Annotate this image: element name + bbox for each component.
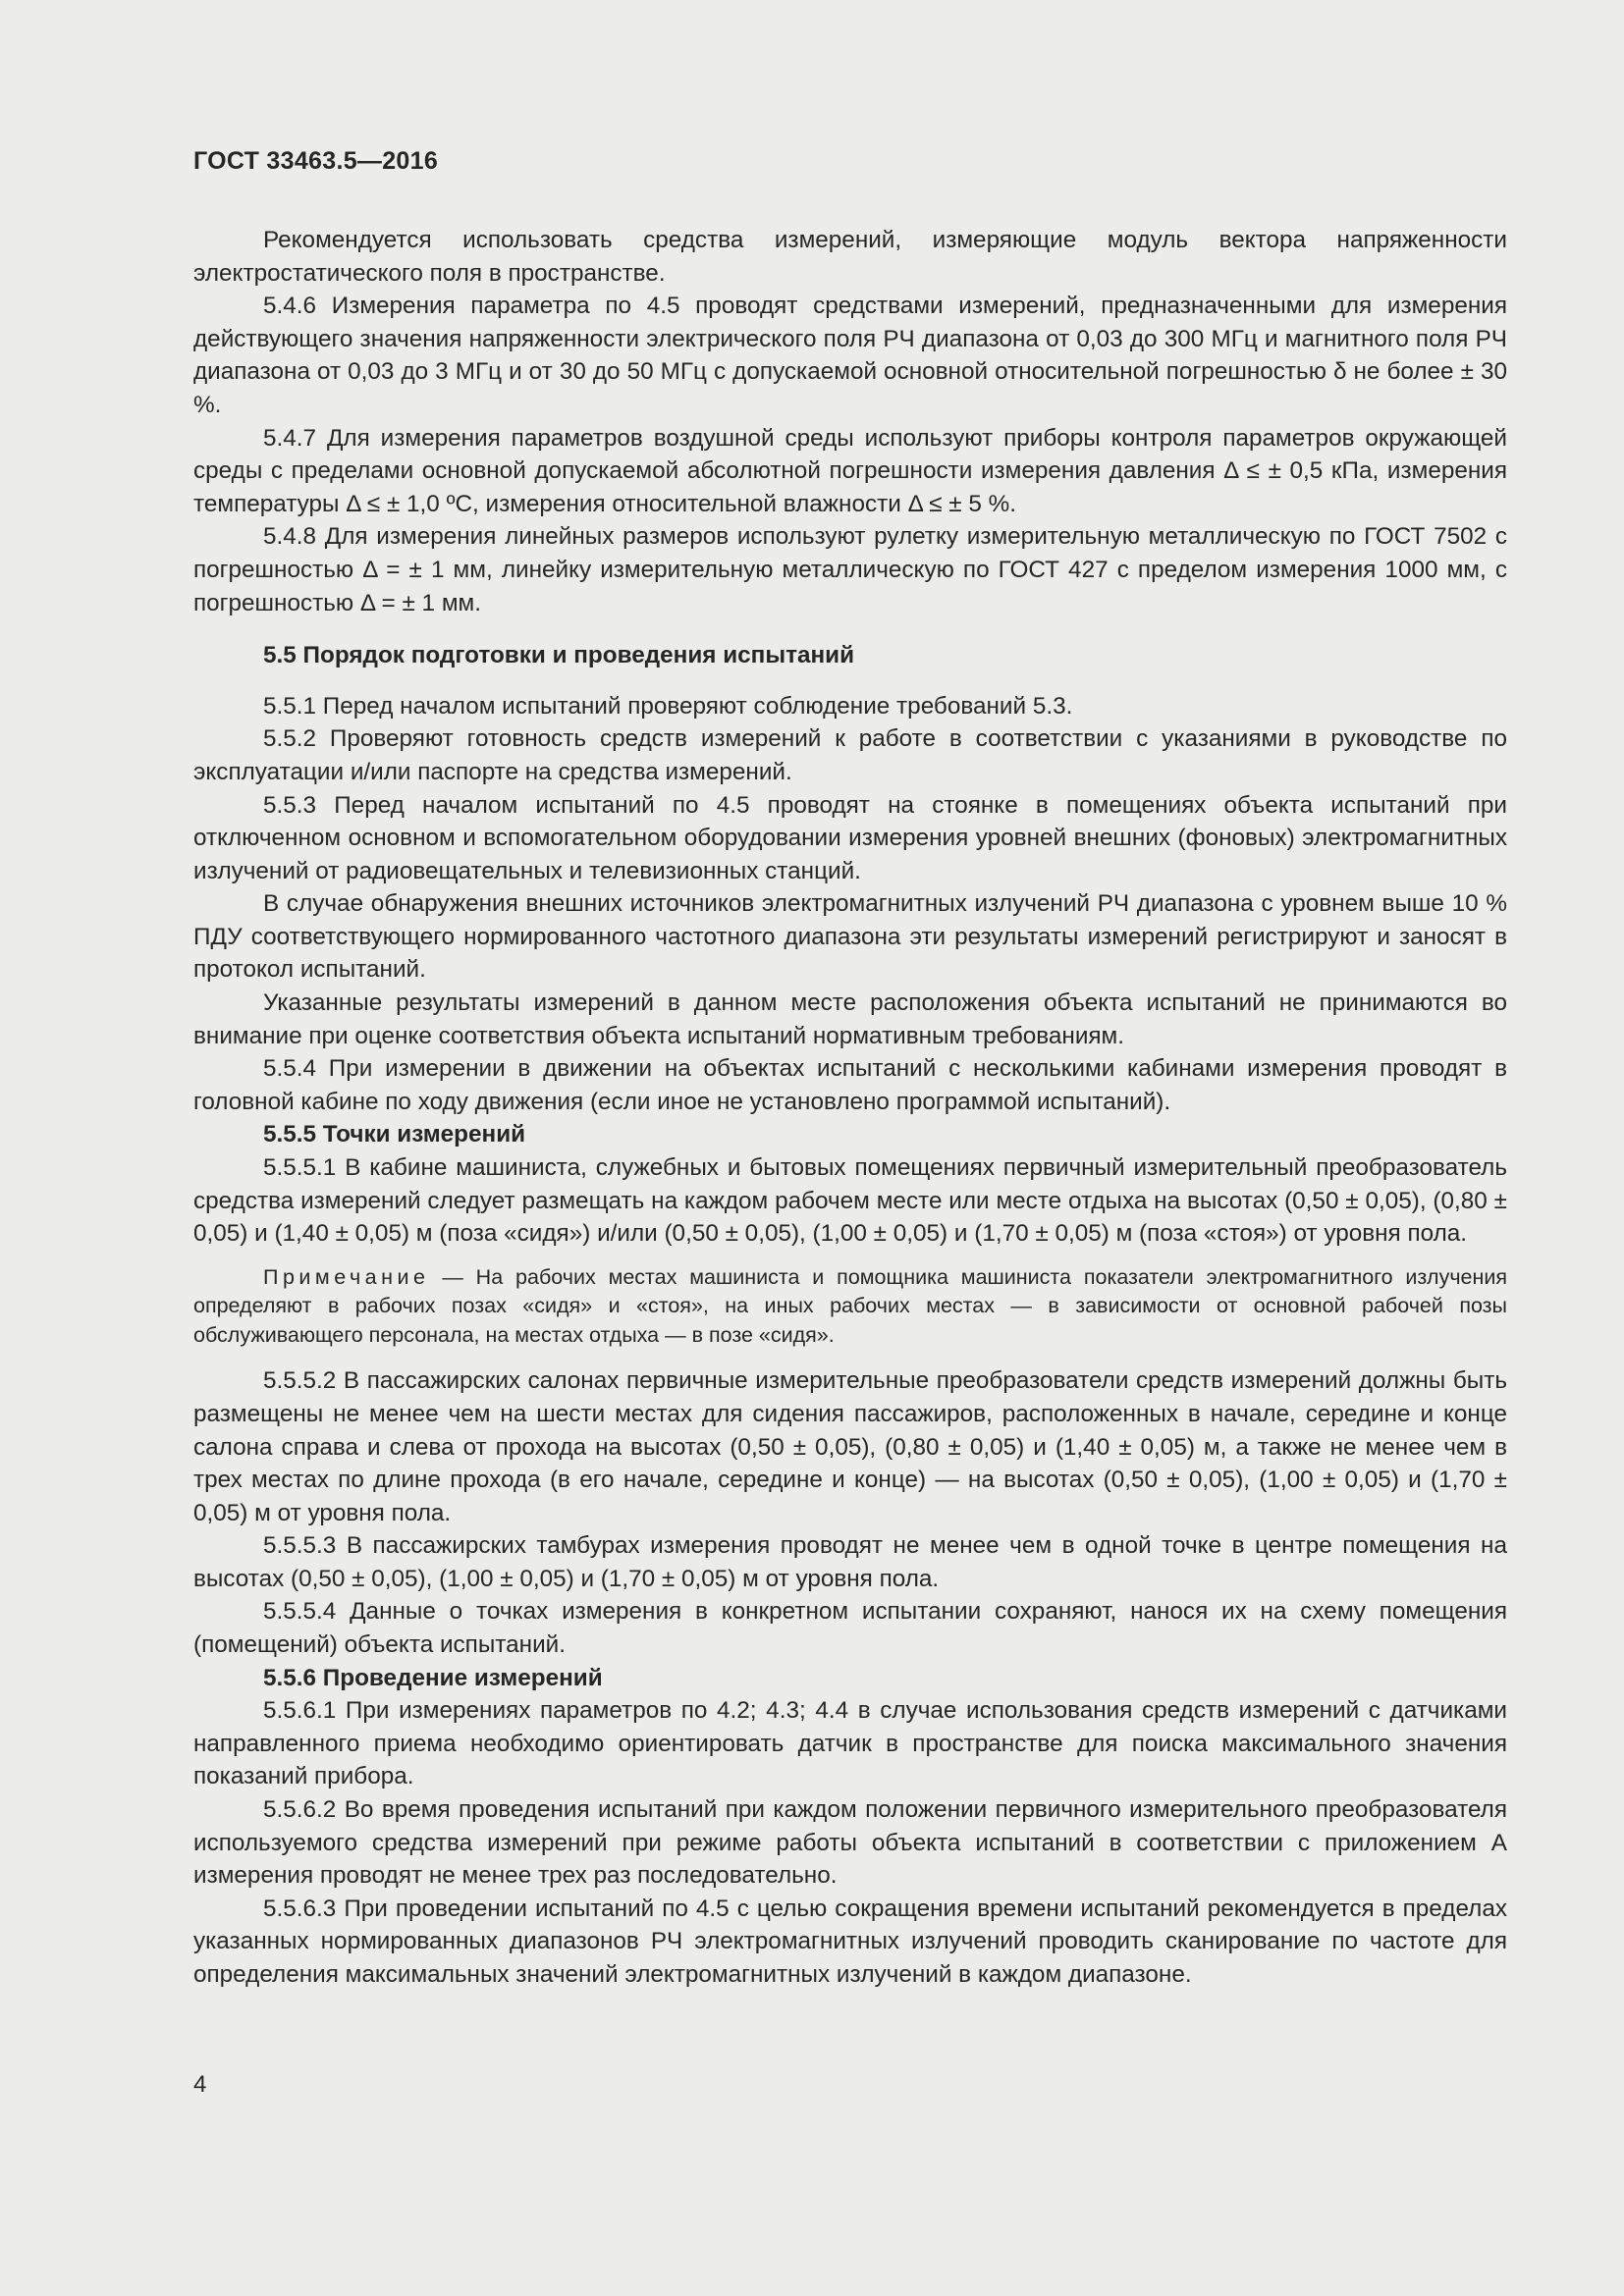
document-body	[193, 224, 1507, 1992]
paragraph-5-5-6-1: 5.5.6.1 При измерениях параметров по 4.2; 4.3; 4.4 в случае использования средств измерений с датчиками направленного приема необходимо ориентировать датчик в пространстве для поиска максимального значения показаний прибора.	[193, 1697, 1507, 1790]
paragraph: Рекомендуется использовать средства измерений, измеряющие модуль вектора напряженности электростатического поля в пространстве.	[193, 227, 1507, 287]
page-number: 4	[193, 2071, 207, 2098]
paragraph-5-5-5-3: 5.5.5.3 В пассажирских тамбурах измерения проводят не менее чем в одной точке в центре помещения на высотах (0,50 ± 0,05), (1,00 ± 0,05) и (1,70 ± 0,05) м от уровня пола.	[193, 1532, 1507, 1592]
paragraph: В случае обнаружения внешних источников электромагнитных излучений РЧ диапазона с уровнем выше 10 % ПДУ соответствующего нормированного частотного диапазона эти результаты измерений регистрируют и заносят в протокол испытаний.	[193, 890, 1507, 984]
document-header: ГОСТ 33463.5—2016	[193, 147, 439, 175]
paragraph-5-5-4: 5.5.4 При измерении в движении на объектах испытаний с несколькими кабинами измерения проводят в головной кабине по ходу движения (если иное не установлено программой испытаний).	[193, 1055, 1507, 1115]
paragraph-5-5-1: 5.5.1 Перед началом испытаний проверяют соблюдение требований 5.3.	[263, 692, 1073, 720]
paragraph: Указанные результаты измерений в данном месте расположения объекта испытаний не принимаются во внимание при оценке соответствия объекта испытаний нормативным требованиям.	[193, 989, 1507, 1049]
paragraph-5-4-8: 5.4.8 Для измерения линейных размеров используют рулетку измерительную металлическую по ГОСТ 7502 с погрешностью Δ = ± 1 мм, линейку измерительную металлическую по ГОСТ 427 с пределом измерения 1000 мм, с погрешностью Δ = ± 1 мм.	[193, 523, 1507, 616]
paragraph-5-5-2: 5.5.2 Проверяют готовность средств измерений к работе в соответствии с указаниями в руководстве по эксплуатации и/или паспорте на средства измерений.	[193, 725, 1507, 785]
paragraph-5-5-3: 5.5.3 Перед началом испытаний по 4.5 проводят на стоянке в помещениях объекта испытаний при отключенном основном и вспомогательном оборудовании измерения уровней внешних (фоновых) электромагнитных излучений от радиовещательных и телевизионных станций.	[193, 791, 1507, 884]
paragraph-5-4-7: 5.4.7 Для измерения параметров воздушной среды используют приборы контроля параметров окружающей среды с пределами основной допускаемой абсолютной погрешности измерения давления Δ ≤ ± 0,5 кПа, измерения температуры Δ ≤ ± 1,0 ºС, измерения относительной влажности Δ ≤ ± 5 %.	[193, 424, 1507, 517]
section-heading-5-5: 5.5 Порядок подготовки и проведения испытаний	[263, 642, 855, 669]
subsection-heading-5-5-5: 5.5.5 Точки измерений	[263, 1121, 526, 1148]
paragraph-5-5-6-2: 5.5.6.2 Во время проведения испытаний при каждом положении первичного измерительного преобразователя используемого средства измерений при режиме работы объекта испытаний в соответствии с приложением А измерения проводят не менее трех раз последовательно.	[193, 1796, 1507, 1890]
note-label: Примечание	[263, 1264, 430, 1289]
note-text: — На рабочих местах машиниста и помощника машиниста показатели электромагнитного излучения определяют в рабочих позах «сидя» и «стоя», на иных рабочих местах — в зависимости от основной рабочей позы обслуживающего персонала, на местах отдыха — в позе «сидя».	[193, 1264, 1507, 1347]
subsection-heading-5-5-6: 5.5.6 Проведение измерений	[263, 1664, 603, 1691]
paragraph-5-5-5-1: 5.5.5.1 В кабине машиниста, служебных и бытовых помещениях первичный измерительный преобразователь средства измерений следует размещать на каждом рабочем месте или месте отдыха на высотах (0,50 ± 0,05), (0,80 ± 0,05) и (1,40 ± 0,05) м (поза «сидя») и/или (0,50 ± 0,05), (1,00 ± 0,05) и (1,70 ± 0,05) м (поза «стоя») от уровня пола.	[193, 1154, 1507, 1248]
paragraph-5-5-6-3: 5.5.6.3 При проведении испытаний по 4.5 с целью сокращения времени испытаний рекомендуется в пределах указанных нормированных диапазонов РЧ электромагнитных излучений проводить сканирование по частоте для определения максимальных значений электромагнитных излучений в каждом диапазоне.	[193, 1895, 1507, 1988]
note	[193, 1263, 1507, 1351]
paragraph-5-5-5-4: 5.5.5.4 Данные о точках измерения в конкретном испытании сохраняют, нанося их на схему помещения (помещений) объекта испытаний.	[193, 1598, 1507, 1659]
paragraph-5-5-5-2: 5.5.5.2 В пассажирских салонах первичные измерительные преобразователи средств измерений должны быть размещены не менее чем на шести местах для сидения пассажиров, расположенных в начале, середине и конце салона справа и слева от прохода на высотах (0,50 ± 0,05), (0,80 ± 0,05) и (1,40 ± 0,05) м, а также не менее чем в трех местах по длине прохода (в его начале, середине и конце) — на высотах (0,50 ± 0,05), (1,00 ± 0,05) и (1,70 ± 0,05) м от уровня пола.	[193, 1367, 1507, 1526]
paragraph-5-4-6: 5.4.6 Измерения параметра по 4.5 проводят средствами измерений, предназначенными для измерения действующего значения напряженности электрического поля РЧ диапазона от 0,03 до 300 МГц и магнитного поля РЧ диапазона от 0,03 до 3 МГц и от 30 до 50 МГц с допускаемой основной относительной погрешностью δ не более ± 30 %.	[193, 293, 1507, 418]
